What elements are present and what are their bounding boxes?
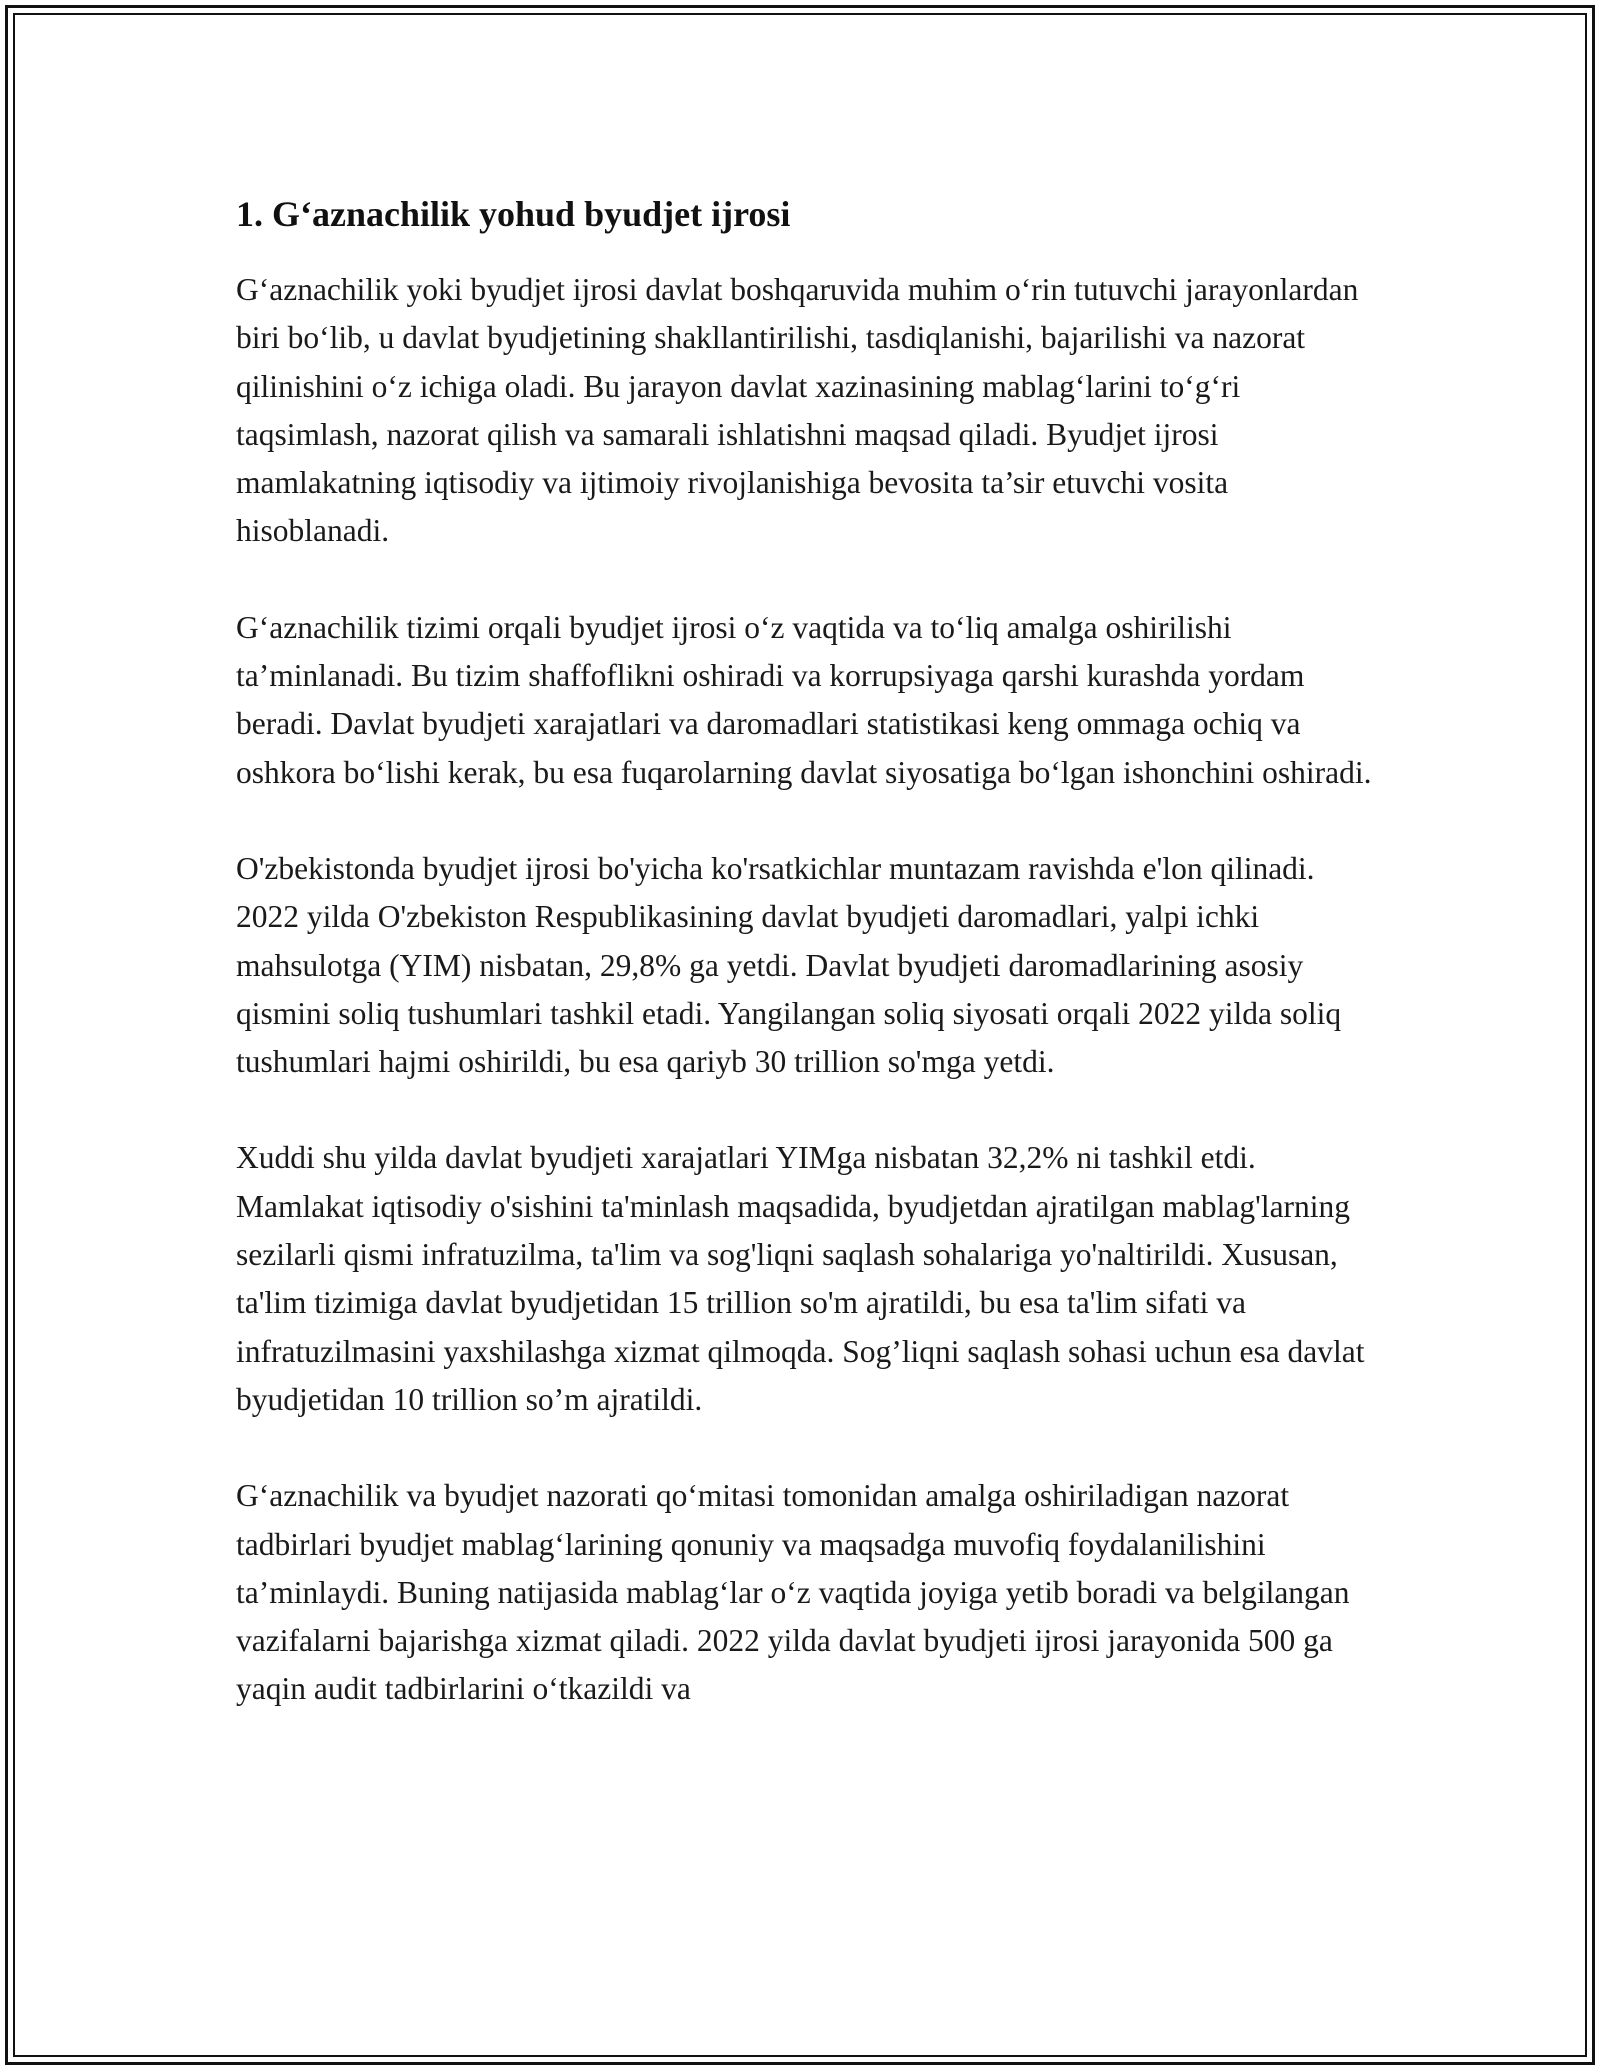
paragraph-5: G‘aznachilik va byudjet nazorati qo‘mitasi tomonidan amalga oshiriladigan nazorat tadbirlari byudjet mablag‘larining qonuniy va maqsadga muvofiq foydalanilishini ta’minlaydi. Buning natijasida mablag‘lar o‘z vaqtida joyiga yetib boradi va belgilangan vazifalarni bajarishga xizmat qiladi. 2022 yilda davlat byudjeti ijrosi jarayonida 500 ga yaqin audit tadbirlarini o‘tkazildi va <box>236 1478 1350 1707</box>
paragraph-1: G‘aznachilik yoki byudjet ijrosi davlat boshqaruvida muhim o‘rin tutuvchi jarayonlardan biri bo‘lib, u davlat byudjetining shakllantirilishi, tasdiqlanishi, bajarilishi va nazorat qilinishini o‘z ichiga oladi. Bu jarayon davlat xazinasining mablag‘larini to‘g‘ri taqsimlash, nazorat qilish va samarali ishlatishni maqsad qiladi. Byudjet ijrosi mamlakatning iqtisodiy va ijtimoiy rivojlanishiga bevosita ta’sir etuvchi vosita hisoblanadi. <box>236 272 1359 549</box>
paragraph-3: O'zbekistonda byudjet ijrosi bo'yicha ko'rsatkichlar muntazam ravishda e'lon qilinadi. 2022 yilda O'zbekiston Respublikasining davlat byudjeti daromadlari, yalpi ichki mahsulotga (YIM) nisbatan, 29,8% ga yetdi. Davlat byudjeti daromadlarining asosiy qismini soliq tushumlari tashkil etadi. Yangilangan soliq siyosati orqali 2022 yilda soliq tushumlari hajmi oshirildi, bu esa qariyb 30 trillion so'mga yetdi. <box>236 850 1342 1080</box>
document-body <box>236 190 1376 1762</box>
paragraph-4: Xuddi shu yilda davlat byudjeti xarajatlari YIMga nisbatan 32,2% ni tashkil etdi. Mamlakat iqtisodiy o'sishini ta'minlash maqsadida, byudjetdan ajratilgan mablag'larning sezilarli qismi infratuzilma, ta'lim va sog'liqni saqlash sohalariga yo'naltirildi. Xususan, ta'lim tizimiga davlat byudjetidan 15 trillion so'm ajratildi, bu esa ta'lim sifati va infratuzilmasini yaxshilashga xizmat qilmoqda. Sog’liqni saqlash sohasi uchun esa davlat byudjetidan 10 trillion so’m ajratildi. <box>236 1140 1365 1417</box>
paragraph-2: G‘aznachilik tizimi orqali byudjet ijrosi o‘z vaqtida va to‘liq amalga oshirilishi ta’minlanadi. Bu tizim shaffoflikni oshiradi va korrupsiyaga qarshi kurashda yordam beradi. Davlat byudjeti xarajatlari va daromadlari statistikasi keng ommaga ochiq va oshkora bo‘lishi kerak, bu esa fuqarolarning davlat siyosatiga bo‘lgan ishonchini oshiradi. <box>236 609 1372 790</box>
section-heading: 1. G‘aznachilik yohud byudjet ijrosi <box>236 194 791 234</box>
